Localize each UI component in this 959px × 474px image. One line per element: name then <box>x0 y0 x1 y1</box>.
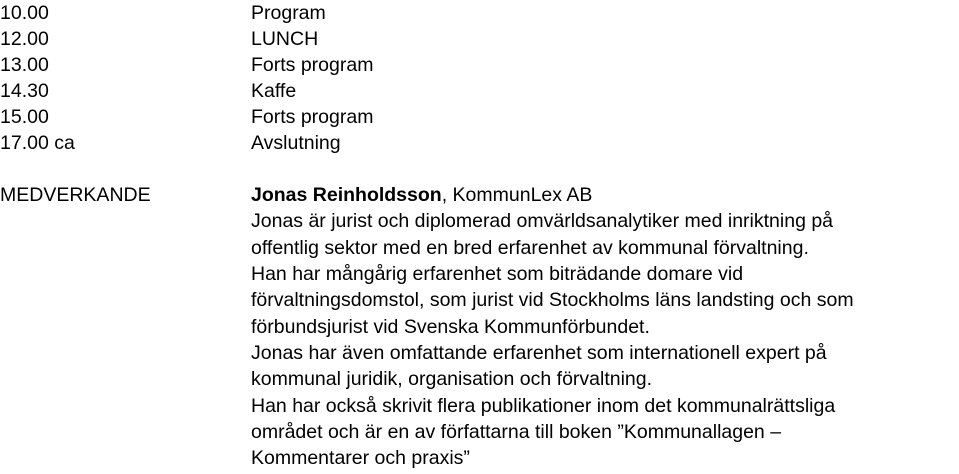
speaker-bio <box>251 182 956 472</box>
bio-line: Han har mångårig erfarenhet som biträdande domare vid <box>251 263 744 286</box>
schedule-event: LUNCH <box>251 28 319 50</box>
speaker-affiliation: , KommunLex AB <box>441 184 593 206</box>
schedule-event: Kaffe <box>251 80 297 102</box>
bio-line: förvaltningsdomstol, som jurist vid Stockholms läns landsting och som <box>251 289 854 312</box>
schedule-event: Forts program <box>251 106 374 128</box>
speaker-name: Jonas Reinholdsson <box>251 184 442 206</box>
schedule-time: 14.30 <box>0 80 49 102</box>
schedule-event: Forts program <box>251 54 374 76</box>
bio-line: Jonas har även omfattande erfarenhet som internationell expert på <box>251 342 827 365</box>
bio-line: Han har också skrivit flera publikationer inom det kommunalrättsliga <box>251 394 836 417</box>
schedule-time: 10.00 <box>0 2 49 24</box>
bio-line: offentlig sektor med en bred erfarenhet av kommunal förvaltning. <box>251 236 809 259</box>
schedule-time: 17.00 ca <box>0 132 75 154</box>
bio-line: Kommentarer och praxis” <box>251 447 470 470</box>
schedule-time: 12.00 <box>0 28 49 50</box>
schedule-time: 15.00 <box>0 106 49 128</box>
bio-line: Jonas är jurist och diplomerad omvärldsanalytiker med inriktning på <box>251 210 834 233</box>
bio-line: området och är en av författarna till boken ”Kommunallagen – <box>251 421 782 444</box>
schedule-event: Program <box>251 2 326 24</box>
schedule-event: Avslutning <box>251 132 341 154</box>
section-label-participants: MEDVERKANDE <box>0 184 151 206</box>
schedule-time: 13.00 <box>0 54 49 76</box>
speaker-heading <box>251 182 956 208</box>
bio-line: förbundsjurist vid Svenska Kommunförbundet. <box>251 315 650 338</box>
bio-line: kommunal juridik, organisation och förvaltning. <box>251 368 653 391</box>
